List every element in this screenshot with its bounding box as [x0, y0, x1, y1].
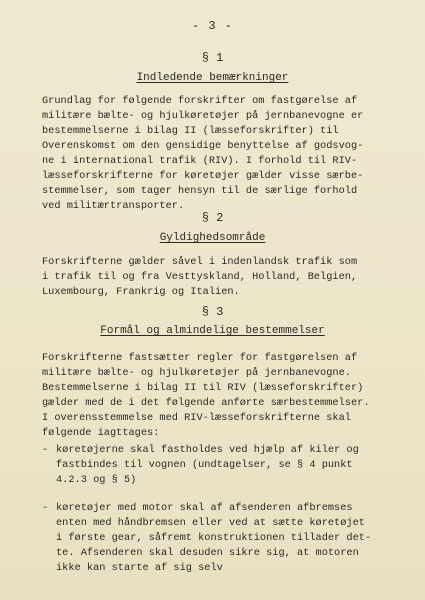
bullet-line: enten med håndbremsen eller ved at sætte køretøjet — [56, 517, 365, 529]
paragraph-line: Luxembourg, Frankrig og Italien. — [42, 286, 240, 298]
bullet-text — [56, 443, 422, 488]
section-3-title: Formål og almindelige bestemmelser — [100, 325, 325, 337]
bullet-line: fastbindes til vognen (undtagelser, se § 4 punkt — [56, 459, 353, 471]
section-1-paragraph — [42, 94, 422, 214]
paragraph-line: i trafik til og fra Vesttyskland, Holland, Belgien, — [42, 271, 358, 283]
bullet-dash: - — [42, 444, 49, 456]
paragraph-line: militære bælte- og hjulkøretøjer på jernbanevogne. — [42, 367, 351, 379]
paragraph-line: stemmelser, som tager hensyn til de særlige forhold — [42, 185, 358, 197]
paragraph-line: ved militærtransporter. — [42, 200, 185, 212]
paragraph-line: militære bælte- og hjulkøretøjer på jernbanevogne er — [42, 110, 364, 122]
section-3-paragraph — [42, 351, 422, 441]
section-2-number: § 2 — [201, 211, 224, 225]
paragraph-line: følgende iagttages: — [42, 427, 160, 439]
bullet-dash: - — [42, 502, 49, 514]
paragraph-line: Forskrifterne fastsætter regler for fastgørelsen af — [42, 352, 358, 364]
paragraph-line: Forskrifterne gælder såvel i indenlandsk trafik som — [42, 256, 358, 268]
paragraph-line: bestemmelserne i bilag II (læsseforskrifter) til — [42, 125, 339, 137]
bullet-line: i første gear, såfremt konstruktionen tillader det- — [56, 532, 372, 544]
paragraph-line: Bestemmelserne i bilag II til RIV (læsseforskrifter) — [42, 382, 364, 394]
bullet-line: ikke kan starte af sig selv — [56, 562, 223, 574]
paragraph-line: læsseforskrifterne for køretøjer gælder visse særbe- — [42, 170, 364, 182]
section-3-number: § 3 — [201, 305, 224, 319]
bullet-text — [56, 501, 422, 576]
bullet-line: køretøjer med motor skal af afsenderen afbremses — [56, 502, 353, 514]
paragraph-line: I overensstemmelse med RIV-læsseforskrifterne skal — [42, 412, 351, 424]
section-1-number: § 1 — [201, 51, 224, 65]
bullet-line: køretøjerne skal fastholdes ved hjælp af kiler og — [56, 444, 359, 456]
bullet-line: 4.2.3 og § 5) — [56, 474, 137, 486]
paragraph-line: gælder med de i det følgende anførte særbestemmelser. — [42, 397, 370, 409]
page-number: - 3 - — [191, 19, 233, 33]
paragraph-line: Overenskomst om den gensidige benyttelse af godsvog- — [42, 140, 364, 152]
paragraph-line: ne i international trafik (RIV). I forhold til RIV- — [42, 155, 358, 167]
section-2-paragraph — [42, 255, 422, 300]
paragraph-line: Grundlag for følgende forskrifter om fastgørelse af — [42, 95, 358, 107]
bullet-line: te. Afsenderen skal desuden sikre sig, at motoren — [56, 547, 359, 559]
section-2-title: Gyldighedsområde — [159, 232, 266, 244]
section-1-title: Indledende bemærkninger — [136, 72, 289, 84]
